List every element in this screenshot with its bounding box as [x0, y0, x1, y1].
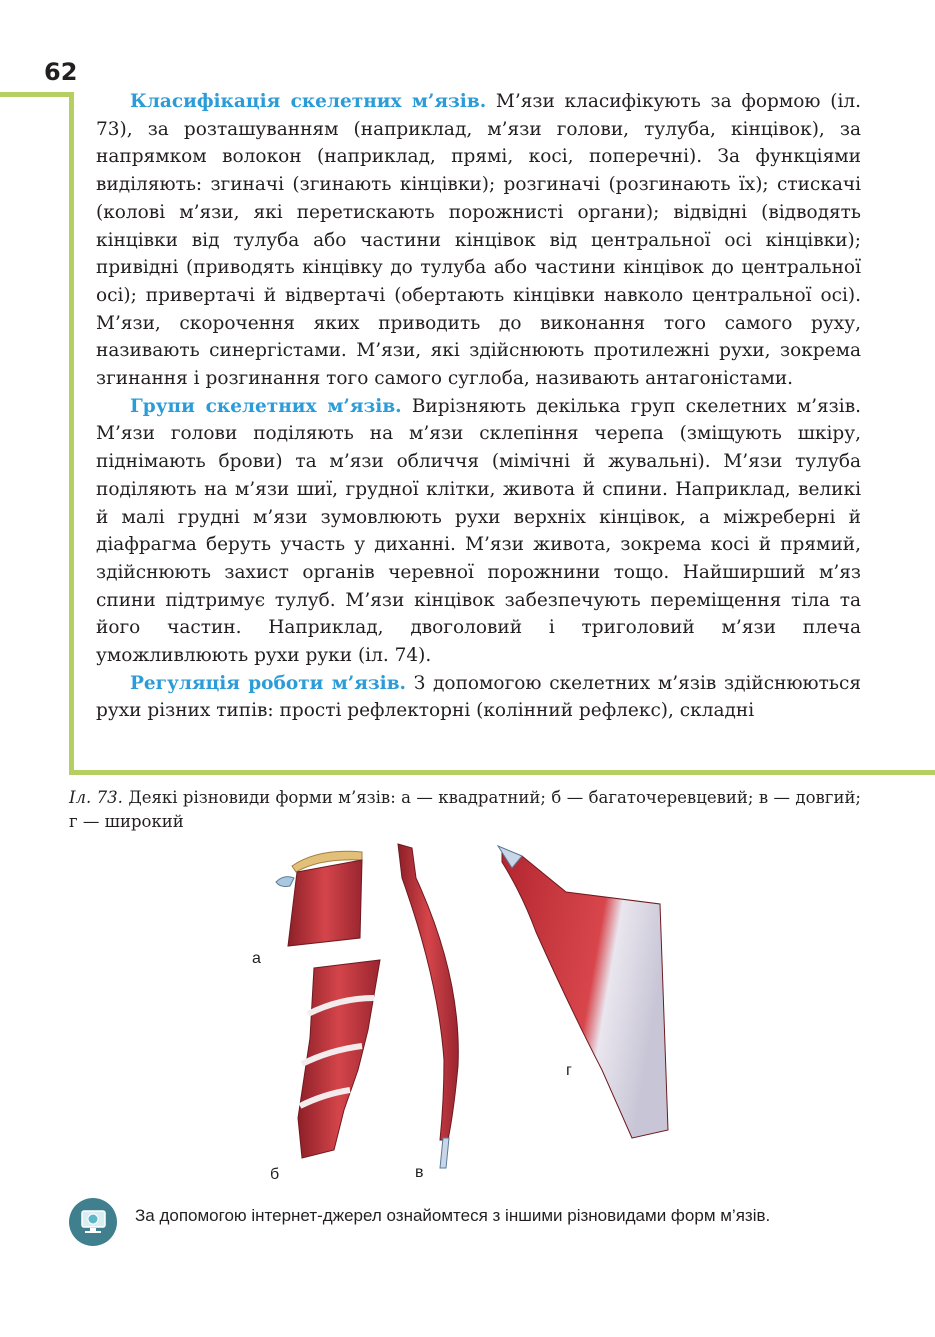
internet-globe-icon	[69, 1198, 117, 1246]
label-a: а	[252, 950, 261, 967]
paragraph-regulation	[96, 670, 861, 725]
label-v: в	[415, 1164, 424, 1181]
label-b: б	[270, 1166, 280, 1183]
muscle-illustration	[240, 838, 680, 1193]
main-text	[96, 88, 861, 725]
figure-caption	[69, 786, 861, 834]
section-text: З допомогою скелетних м’язів здійснюються рухи різних типів: прості рефлекторні (колінний рефлекс), складні	[96, 672, 861, 722]
broad-muscle	[498, 846, 668, 1138]
frame-left-rule	[69, 92, 74, 775]
section-text: М’язи класифікують за формою (іл. 73), за розташуванням (наприклад, м’язи голови, тулуба, кінцівок), за напрямком волокон (наприклад, прямі, косі, поперечні). За функціями виділяють: згиначі (згинають кінцівки); розгиначі (розгинають їх); стискачі (колові м’язи, які перетискають порожнисті органи); відвідні (відводять кінцівки від тулуба або частини кінцівок від центральної осі кінцівки); привідні (приводять кінцівку до тулуба або частини кінцівок до центральної осі); привертачі й відвертачі (обертають кінцівки навколо центральної осі). М’язи, скорочення яких приводить до виконання того самого руху, називають синергістами. М’язи, які здійснюють протилежні рухи, зокрема згинання і розгинання того самого суглоба, називають антагоністами.	[96, 91, 862, 390]
figure-caption-text: Деякі різновиди форми м’язів: а — квадратний; б — багаточеревцевий; в — довгий; г — широкий	[69, 788, 861, 831]
section-heading: Регуляція роботи м’язів.	[130, 672, 407, 694]
frame-bottom-rule	[69, 770, 935, 775]
frame-top-rule	[0, 92, 74, 97]
multi-belly-muscle	[298, 960, 380, 1158]
figure-ref: Іл. 73.	[69, 788, 123, 807]
paragraph-groups	[96, 393, 861, 670]
muscle-shapes-svg	[240, 838, 680, 1193]
page-number: 62	[44, 58, 78, 86]
tip-text: За допомогою інтернет-джерел ознайомтеся з іншими різновидами форм м’язів.	[135, 1206, 771, 1225]
quadratus-muscle	[276, 851, 362, 946]
section-text: Вирізняють декілька груп скелетних м’язів. М’язи голови поділяють на м’язи склепіння черепа (зміщують шкіру, піднімають брови) та м’язи обличчя (мімічні й жувальні). М’язи тулуба поділяють на м’язи шиї, грудної клітки, живота й спини. Наприклад, великі й малі грудні м’язи зумовлюють рухи верхніх кінцівок, а міжреберні й діафрагма беруть участь у диханні. М’язи живота, зокрема косі й прямий, здійснюють захист органів черевної порожнини тощо. Найширший м’яз спини підтримує тулуб. М’язи кінцівок забезпечують переміщення тіла та його частин. Наприклад, двоголовий і триголовий м’язи плеча уможливлюють рухи руки (іл. 74).	[96, 395, 861, 667]
paragraph-classification	[96, 88, 861, 393]
section-heading: Групи скелетних м’язів.	[130, 395, 402, 417]
long-muscle	[398, 844, 458, 1168]
label-g: г	[566, 1062, 572, 1079]
globe-icon-svg	[69, 1198, 117, 1246]
section-heading: Класифікація скелетних м’язів.	[130, 91, 487, 112]
